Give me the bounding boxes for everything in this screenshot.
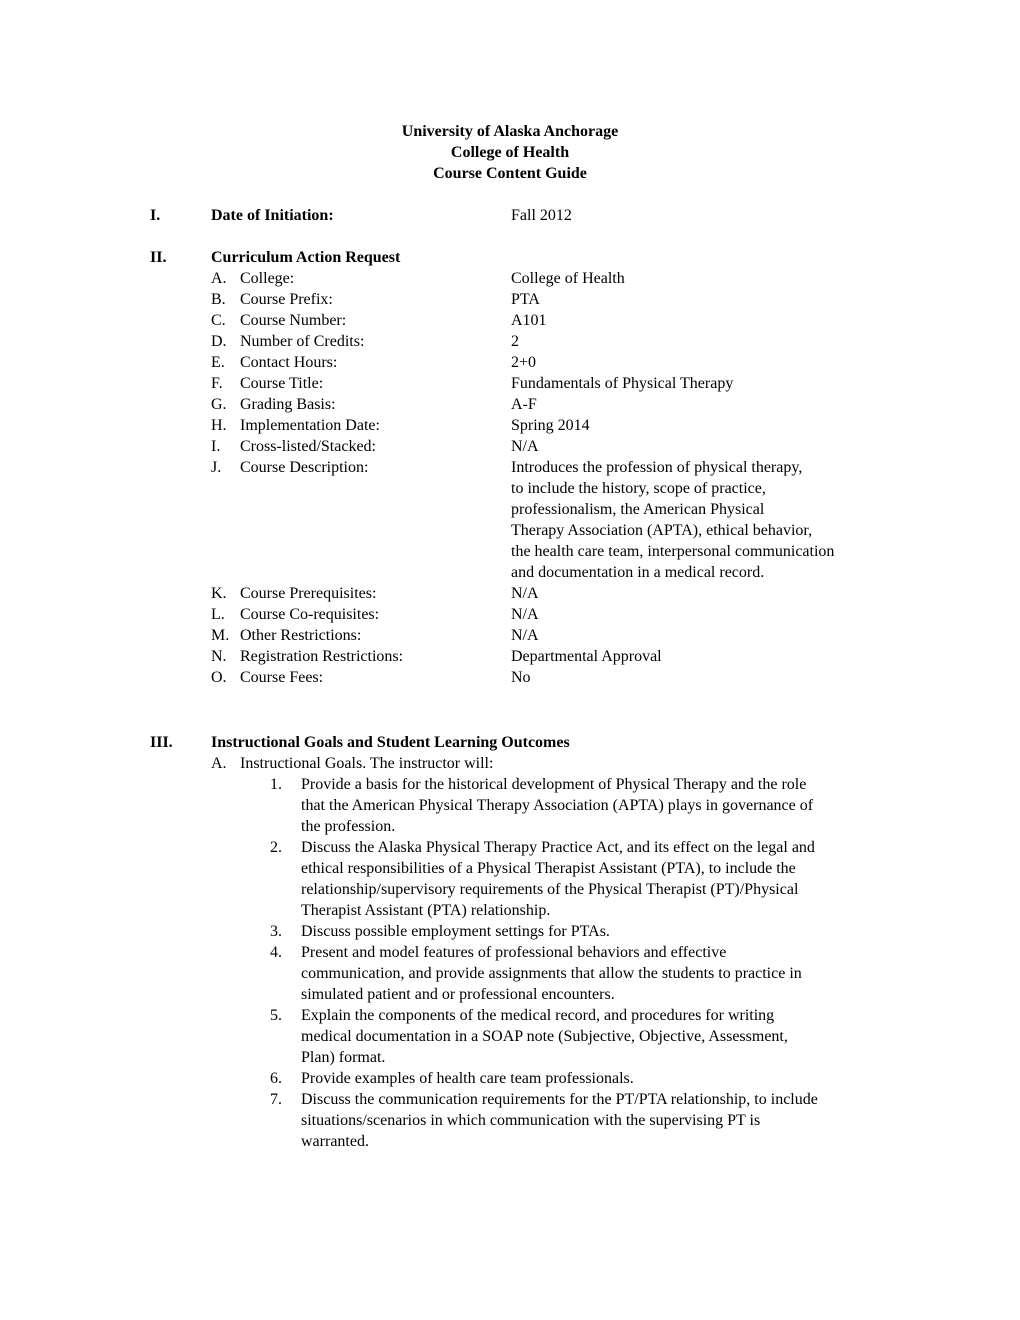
field-letter: K. bbox=[211, 585, 227, 602]
field-label: Course Prerequisites: bbox=[240, 585, 377, 602]
field-label: Implementation Date: bbox=[240, 417, 380, 434]
field-letter: L. bbox=[211, 606, 225, 623]
goal-line: Discuss the Alaska Physical Therapy Practice Act, and its effect on the legal and bbox=[301, 839, 815, 856]
section-3-title: Instructional Goals and Student Learning Outcomes bbox=[211, 734, 570, 751]
college-name: College of Health bbox=[450, 144, 570, 161]
field-label: Course Description: bbox=[240, 459, 369, 476]
field-label: Cross-listed/Stacked: bbox=[240, 438, 376, 455]
field-value: No bbox=[511, 669, 531, 686]
goal-text bbox=[301, 942, 802, 1005]
field-value: N/A bbox=[511, 627, 539, 644]
field-letter: O. bbox=[211, 669, 227, 686]
goal-line: Therapist Assistant (PTA) relationship. bbox=[301, 902, 551, 919]
goal-text bbox=[301, 774, 813, 837]
field-letter: E. bbox=[211, 354, 225, 371]
goal-line: medical documentation in a SOAP note (Subjective, Objective, Assessment, bbox=[301, 1028, 788, 1045]
field-letter: C. bbox=[211, 312, 226, 329]
field-letter: I. bbox=[211, 438, 221, 455]
field-value: A101 bbox=[511, 312, 547, 329]
field-letter: M. bbox=[211, 627, 230, 644]
goal-line: Plan) format. bbox=[301, 1049, 386, 1066]
goal-text bbox=[301, 837, 815, 921]
subsection-letter: A. bbox=[211, 755, 227, 772]
field-label: Contact Hours: bbox=[240, 354, 338, 371]
section-2-title: Curriculum Action Request bbox=[211, 249, 401, 266]
university-name: University of Alaska Anchorage bbox=[401, 123, 619, 140]
field-value: N/A bbox=[511, 438, 539, 455]
goal-number: 5. bbox=[270, 1007, 282, 1024]
goal-number: 1. bbox=[270, 776, 282, 793]
goal-line: warranted. bbox=[301, 1133, 369, 1150]
field-value: A-F bbox=[511, 396, 537, 413]
description-line: to include the history, scope of practice, bbox=[511, 480, 766, 497]
goal-line: that the American Physical Therapy Association (APTA) plays in governance of bbox=[301, 797, 814, 814]
field-letter: B. bbox=[211, 291, 226, 308]
document-header bbox=[0, 121, 1020, 184]
description-line: Therapy Association (APTA), ethical behavior, bbox=[511, 522, 813, 539]
field-value: 2+0 bbox=[511, 354, 537, 371]
subsection-label: Instructional Goals. The instructor will: bbox=[240, 755, 494, 772]
field-value: Departmental Approval bbox=[511, 648, 662, 665]
field-value: PTA bbox=[511, 291, 540, 308]
field-letter: N. bbox=[211, 648, 227, 665]
description-line: and documentation in a medical record. bbox=[511, 564, 765, 581]
field-value: Spring 2014 bbox=[511, 417, 590, 434]
field-letter: H. bbox=[211, 417, 227, 434]
field-value: N/A bbox=[511, 606, 539, 623]
field-letter: A. bbox=[211, 270, 227, 287]
document-title: Course Content Guide bbox=[433, 165, 587, 182]
field-label: Course Prefix: bbox=[240, 291, 333, 308]
goal-line: relationship/supervisory requirements of the Physical Therapist (PT)/Physical bbox=[301, 881, 799, 898]
description-line: the health care team, interpersonal communication bbox=[511, 543, 835, 560]
field-letter: G. bbox=[211, 396, 227, 413]
goal-number: 6. bbox=[270, 1070, 282, 1087]
goal-line: ethical responsibilities of a Physical Therapist Assistant (PTA), to include the bbox=[301, 860, 796, 877]
goal-text bbox=[301, 921, 610, 942]
goal-number: 7. bbox=[270, 1091, 282, 1108]
section-3-number: III. bbox=[150, 734, 173, 751]
goal-text bbox=[301, 1089, 818, 1152]
section-2-number: II. bbox=[150, 249, 167, 266]
field-label: Course Fees: bbox=[240, 669, 324, 686]
section-1-number: I. bbox=[150, 207, 161, 224]
field-label: Number of Credits: bbox=[240, 333, 365, 350]
field-letter: J. bbox=[211, 459, 222, 476]
section-1-title: Date of Initiation: bbox=[211, 207, 334, 224]
goal-line: situations/scenarios in which communication with the supervising PT is bbox=[301, 1112, 761, 1129]
description-line: professionalism, the American Physical bbox=[511, 501, 765, 518]
field-label: Grading Basis: bbox=[240, 396, 336, 413]
goal-number: 4. bbox=[270, 944, 282, 961]
field-label: Course Title: bbox=[240, 375, 324, 392]
goal-line: Discuss the communication requirements for the PT/PTA relationship, to include bbox=[301, 1091, 818, 1108]
goal-line: Explain the components of the medical record, and procedures for writing bbox=[301, 1007, 775, 1024]
goal-line: simulated patient and or professional encounters. bbox=[301, 986, 615, 1003]
field-value: 2 bbox=[511, 333, 519, 350]
goal-line: Discuss possible employment settings for PTAs. bbox=[301, 923, 610, 940]
field-label: Course Number: bbox=[240, 312, 347, 329]
field-value: Fundamentals of Physical Therapy bbox=[511, 375, 734, 392]
date-of-initiation-value: Fall 2012 bbox=[511, 207, 572, 224]
goal-line: communication, and provide assignments that allow the students to practice in bbox=[301, 965, 802, 982]
field-label: Registration Restrictions: bbox=[240, 648, 404, 665]
goal-line: Provide a basis for the historical development of Physical Therapy and the role bbox=[301, 776, 807, 793]
field-letter: F. bbox=[211, 375, 223, 392]
goal-text bbox=[301, 1005, 788, 1068]
field-letter: D. bbox=[211, 333, 227, 350]
field-label: College: bbox=[240, 270, 295, 287]
goal-number: 2. bbox=[270, 839, 282, 856]
goal-text bbox=[301, 1068, 634, 1089]
field-value: N/A bbox=[511, 585, 539, 602]
field-label: Other Restrictions: bbox=[240, 627, 362, 644]
field-value: College of Health bbox=[511, 270, 625, 287]
description-line: Introduces the profession of physical therapy, bbox=[511, 459, 803, 476]
goal-line: Provide examples of health care team professionals. bbox=[301, 1070, 634, 1087]
goal-number: 3. bbox=[270, 923, 282, 940]
course-description-text bbox=[511, 457, 834, 583]
goal-line: the profession. bbox=[301, 818, 396, 835]
goal-line: Present and model features of professional behaviors and effective bbox=[301, 944, 727, 961]
field-label: Course Co-requisites: bbox=[240, 606, 380, 623]
